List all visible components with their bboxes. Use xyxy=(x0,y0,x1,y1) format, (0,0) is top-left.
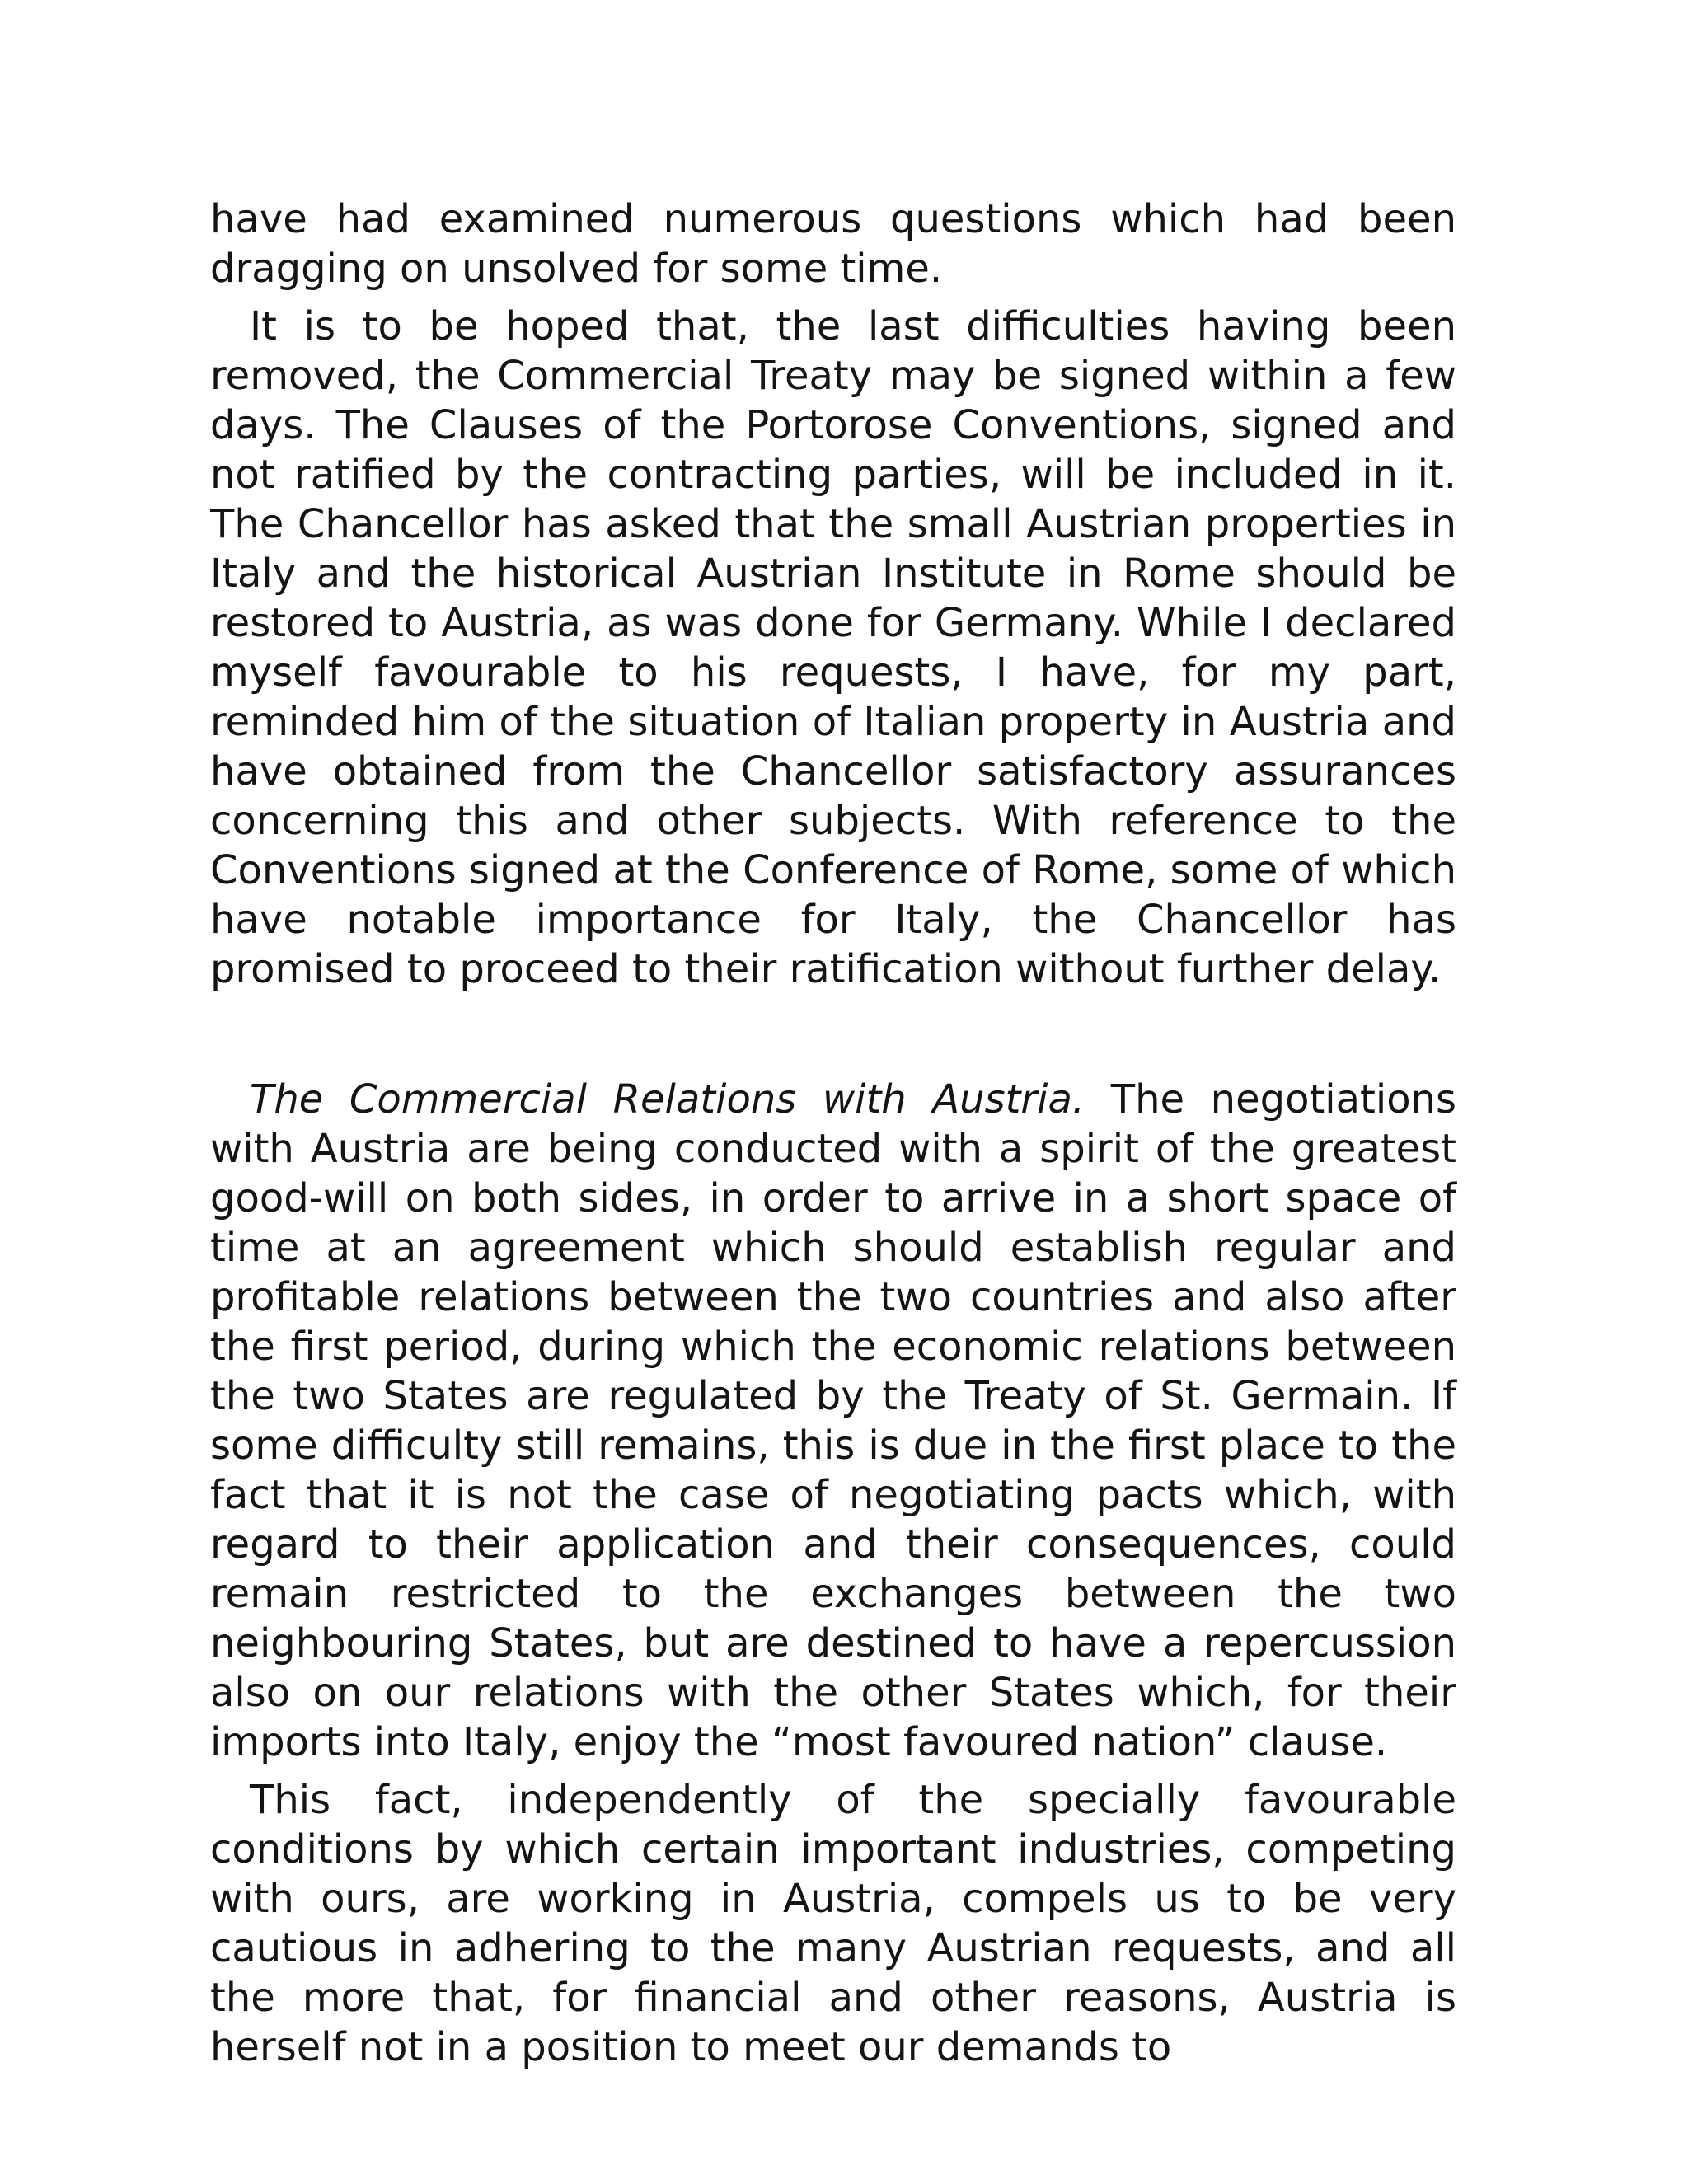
paragraph-cautious-adherence: This fact, independently of the specially favourable conditions by which certain important industries, competing with ours, are working in Austria, compels us to be very cautious in adhering to the many Austrian requests, and all the more that, for financial and other reasons, Austria is herself not in a position to meet our demands to xyxy=(210,1777,1456,2070)
document-page xyxy=(210,194,1456,2072)
paragraph-commercial-treaty: It is to be hoped that, the last difficulties having been removed, the Commercial Treaty may be signed within a few days. The Clauses of the Portorose Conventions, signed and not ratified by the contracting parties, will be included in it. The Chancellor has asked that the small Austrian properties in Italy and the historical Austrian Institute in Rome should be restored to Austria, as was done for Germany. While I declared myself favourable to his requests, I have, for my part, reminded him of the situation of Italian property in Austria and have obtained from the Chancellor satisfactory assurances concerning this and other subjects. With reference to the Conventions signed at the Conference of Rome, some of which have notable importance for Italy, the Chancellor has promised to proceed to their ratification without further delay. xyxy=(210,303,1456,992)
paragraph-continued: have had examined numerous questions which had been dragging on unsolved for some time. xyxy=(210,196,1456,292)
section-body: The negotiations with Austria are being conducted with a spirit of the greatest good-will on both sides, in order to arrive in a short space of time at an agreement which should establish regular and profitable relations between the two countries and also after the first period, during which the economic relations between the two States are regulated by the Treaty of St. Germain. If some difficulty still remains, this is due in the first place to the fact that it is not the case of negotiating pacts which, with regard to their application and their consequences, could remain restricted to the exchanges between the two neighbouring States, but are destined to have a repercussion also on our relations with the other States which, for their imports into Italy, enjoy the “most favoured nation” clause. xyxy=(210,1076,1456,1765)
section-title: The Commercial Relations with Austria. xyxy=(250,1076,1085,1122)
paragraph-commercial-relations xyxy=(210,1075,1456,1767)
